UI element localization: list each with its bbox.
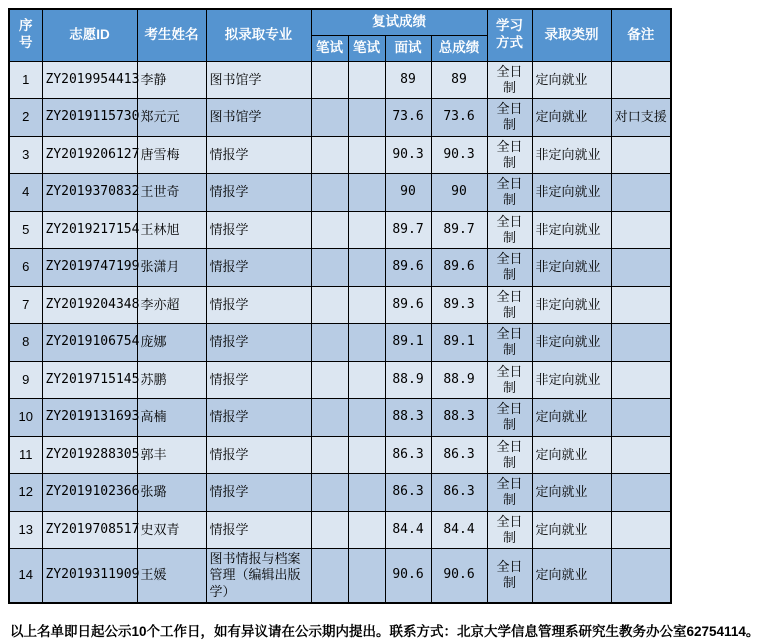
cell-written-1 — [311, 361, 348, 399]
cell-total-score: 90.6 — [431, 549, 487, 603]
cell-no: 3 — [9, 136, 42, 174]
table-row — [9, 174, 671, 212]
cell-total-score: 86.3 — [431, 474, 487, 512]
cell-total-score: 89.1 — [431, 324, 487, 362]
cell-major: 情报学 — [206, 436, 311, 474]
cell-application-id: ZY2019708517 — [42, 511, 137, 549]
cell-study-mode: 全日制 — [487, 211, 532, 249]
table-row — [9, 549, 671, 603]
header-remark: 备注 — [611, 9, 671, 61]
cell-no: 9 — [9, 361, 42, 399]
cell-admission-type: 定向就业 — [532, 399, 611, 437]
cell-major: 图书情报与档案管理（编辑出版学） — [206, 549, 311, 603]
cell-candidate-name: 郭丰 — [137, 436, 206, 474]
cell-remark — [611, 286, 671, 324]
cell-total-score: 88.3 — [431, 399, 487, 437]
cell-remark: 对口支援 — [611, 99, 671, 137]
cell-no: 7 — [9, 286, 42, 324]
cell-study-mode: 全日制 — [487, 324, 532, 362]
cell-written-2 — [348, 361, 385, 399]
cell-application-id: ZY2019217154 — [42, 211, 137, 249]
cell-written-2 — [348, 324, 385, 362]
cell-major: 情报学 — [206, 249, 311, 287]
header-major: 拟录取专业 — [206, 9, 311, 61]
cell-remark — [611, 511, 671, 549]
cell-major: 情报学 — [206, 136, 311, 174]
cell-no: 10 — [9, 399, 42, 437]
cell-total-score: 84.4 — [431, 511, 487, 549]
cell-no: 2 — [9, 99, 42, 137]
cell-no: 11 — [9, 436, 42, 474]
cell-interview: 90.6 — [385, 549, 431, 603]
cell-no: 12 — [9, 474, 42, 512]
table-row — [9, 99, 671, 137]
cell-candidate-name: 高楠 — [137, 399, 206, 437]
cell-application-id: ZY2019370832 — [42, 174, 137, 212]
cell-candidate-name: 王媛 — [137, 549, 206, 603]
cell-total-score: 89 — [431, 61, 487, 99]
header-no: 序号 — [9, 9, 42, 61]
cell-no: 1 — [9, 61, 42, 99]
public-notice-text: 以上名单即日起公示10个工作日，如有异议请在公示期内提出。联系方式：北京大学信息管理系研究生教务办公室62754114。 — [10, 623, 759, 639]
cell-candidate-name: 王世奇 — [137, 174, 206, 212]
cell-admission-type: 定向就业 — [532, 99, 611, 137]
cell-written-1 — [311, 324, 348, 362]
cell-candidate-name: 李亦超 — [137, 286, 206, 324]
cell-total-score: 90 — [431, 174, 487, 212]
cell-candidate-name: 庞娜 — [137, 324, 206, 362]
cell-no: 6 — [9, 249, 42, 287]
cell-remark — [611, 549, 671, 603]
cell-admission-type: 定向就业 — [532, 474, 611, 512]
cell-study-mode: 全日制 — [487, 399, 532, 437]
table-header — [9, 9, 671, 61]
cell-application-id: ZY2019954413 — [42, 61, 137, 99]
header-interview: 面试 — [385, 35, 431, 61]
cell-admission-type: 定向就业 — [532, 511, 611, 549]
cell-written-2 — [348, 136, 385, 174]
table-row — [9, 136, 671, 174]
cell-interview: 89.7 — [385, 211, 431, 249]
cell-remark — [611, 61, 671, 99]
cell-interview: 89.6 — [385, 249, 431, 287]
cell-application-id: ZY2019106754 — [42, 324, 137, 362]
cell-remark — [611, 436, 671, 474]
cell-application-id: ZY2019288305 — [42, 436, 137, 474]
cell-candidate-name: 张璐 — [137, 474, 206, 512]
cell-admission-type: 非定向就业 — [532, 136, 611, 174]
cell-written-1 — [311, 399, 348, 437]
cell-total-score: 89.6 — [431, 249, 487, 287]
cell-written-1 — [311, 474, 348, 512]
cell-application-id: ZY2019102366 — [42, 474, 137, 512]
cell-written-1 — [311, 61, 348, 99]
cell-application-id: ZY2019715145 — [42, 361, 137, 399]
cell-interview: 89.1 — [385, 324, 431, 362]
cell-candidate-name: 王林旭 — [137, 211, 206, 249]
header-written-test-1: 笔试 — [311, 35, 348, 61]
cell-candidate-name: 苏鹏 — [137, 361, 206, 399]
cell-total-score: 90.3 — [431, 136, 487, 174]
header-total-score: 总成绩 — [431, 35, 487, 61]
cell-admission-type: 非定向就业 — [532, 324, 611, 362]
cell-candidate-name: 唐雪梅 — [137, 136, 206, 174]
cell-application-id: ZY2019204348 — [42, 286, 137, 324]
table-row — [9, 511, 671, 549]
cell-written-2 — [348, 174, 385, 212]
cell-study-mode: 全日制 — [487, 249, 532, 287]
cell-interview: 88.9 — [385, 361, 431, 399]
cell-interview: 90 — [385, 174, 431, 212]
cell-written-1 — [311, 286, 348, 324]
table-row — [9, 211, 671, 249]
cell-study-mode: 全日制 — [487, 174, 532, 212]
cell-major: 情报学 — [206, 474, 311, 512]
cell-written-2 — [348, 549, 385, 603]
cell-written-2 — [348, 249, 385, 287]
cell-major: 情报学 — [206, 361, 311, 399]
cell-application-id: ZY2019311909 — [42, 549, 137, 603]
table-row — [9, 436, 671, 474]
cell-admission-type: 定向就业 — [532, 436, 611, 474]
cell-total-score: 89.3 — [431, 286, 487, 324]
header-study-mode: 学习方式 — [487, 9, 532, 61]
cell-written-2 — [348, 99, 385, 137]
cell-major: 情报学 — [206, 286, 311, 324]
cell-application-id: ZY2019131693 — [42, 399, 137, 437]
cell-candidate-name: 李静 — [137, 61, 206, 99]
cell-written-2 — [348, 511, 385, 549]
cell-study-mode: 全日制 — [487, 61, 532, 99]
cell-interview: 73.6 — [385, 99, 431, 137]
cell-written-2 — [348, 61, 385, 99]
cell-interview: 90.3 — [385, 136, 431, 174]
cell-written-2 — [348, 436, 385, 474]
header-candidate-name: 考生姓名 — [137, 9, 206, 61]
cell-study-mode: 全日制 — [487, 436, 532, 474]
cell-remark — [611, 399, 671, 437]
table-row — [9, 399, 671, 437]
table-row — [9, 361, 671, 399]
cell-remark — [611, 361, 671, 399]
cell-application-id: ZY2019747199 — [42, 249, 137, 287]
cell-interview: 84.4 — [385, 511, 431, 549]
header-application-id: 志愿ID — [42, 9, 137, 61]
cell-major: 图书馆学 — [206, 99, 311, 137]
cell-remark — [611, 211, 671, 249]
cell-written-1 — [311, 249, 348, 287]
cell-application-id: ZY2019206127 — [42, 136, 137, 174]
cell-interview: 89.6 — [385, 286, 431, 324]
table-row — [9, 286, 671, 324]
cell-interview: 86.3 — [385, 474, 431, 512]
cell-admission-type: 定向就业 — [532, 549, 611, 603]
cell-written-2 — [348, 286, 385, 324]
cell-admission-type: 非定向就业 — [532, 174, 611, 212]
cell-major: 情报学 — [206, 324, 311, 362]
cell-study-mode: 全日制 — [487, 361, 532, 399]
cell-remark — [611, 474, 671, 512]
cell-total-score: 89.7 — [431, 211, 487, 249]
header-written-test-2: 笔试 — [348, 35, 385, 61]
table-row — [9, 61, 671, 99]
cell-written-2 — [348, 474, 385, 512]
cell-no: 14 — [9, 549, 42, 603]
cell-written-1 — [311, 136, 348, 174]
cell-no: 5 — [9, 211, 42, 249]
cell-major: 情报学 — [206, 211, 311, 249]
table-body — [9, 61, 671, 603]
header-retest-scores: 复试成绩 — [311, 9, 487, 35]
cell-remark — [611, 249, 671, 287]
cell-written-2 — [348, 211, 385, 249]
cell-no: 13 — [9, 511, 42, 549]
cell-remark — [611, 174, 671, 212]
table-row — [9, 474, 671, 512]
cell-interview: 86.3 — [385, 436, 431, 474]
cell-study-mode: 全日制 — [487, 511, 532, 549]
cell-major: 情报学 — [206, 174, 311, 212]
cell-remark — [611, 324, 671, 362]
cell-written-1 — [311, 99, 348, 137]
cell-remark — [611, 136, 671, 174]
cell-admission-type: 非定向就业 — [532, 211, 611, 249]
cell-application-id: ZY2019115730 — [42, 99, 137, 137]
cell-study-mode: 全日制 — [487, 286, 532, 324]
cell-total-score: 86.3 — [431, 436, 487, 474]
cell-written-1 — [311, 549, 348, 603]
cell-total-score: 73.6 — [431, 99, 487, 137]
cell-written-1 — [311, 174, 348, 212]
cell-major: 情报学 — [206, 511, 311, 549]
cell-study-mode: 全日制 — [487, 99, 532, 137]
cell-written-1 — [311, 211, 348, 249]
cell-study-mode: 全日制 — [487, 136, 532, 174]
cell-written-1 — [311, 511, 348, 549]
cell-study-mode: 全日制 — [487, 474, 532, 512]
cell-total-score: 88.9 — [431, 361, 487, 399]
cell-candidate-name: 史双青 — [137, 511, 206, 549]
cell-interview: 89 — [385, 61, 431, 99]
cell-candidate-name: 郑元元 — [137, 99, 206, 137]
cell-admission-type: 定向就业 — [532, 61, 611, 99]
cell-admission-type: 非定向就业 — [532, 361, 611, 399]
cell-interview: 88.3 — [385, 399, 431, 437]
cell-major: 图书馆学 — [206, 61, 311, 99]
cell-candidate-name: 张潇月 — [137, 249, 206, 287]
table-row — [9, 324, 671, 362]
cell-written-1 — [311, 436, 348, 474]
cell-no: 4 — [9, 174, 42, 212]
header-admission-type: 录取类别 — [532, 9, 611, 61]
table-row — [9, 249, 671, 287]
admission-table — [8, 8, 672, 604]
cell-admission-type: 非定向就业 — [532, 286, 611, 324]
cell-no: 8 — [9, 324, 42, 362]
cell-written-2 — [348, 399, 385, 437]
cell-admission-type: 非定向就业 — [532, 249, 611, 287]
cell-major: 情报学 — [206, 399, 311, 437]
cell-study-mode: 全日制 — [487, 549, 532, 603]
